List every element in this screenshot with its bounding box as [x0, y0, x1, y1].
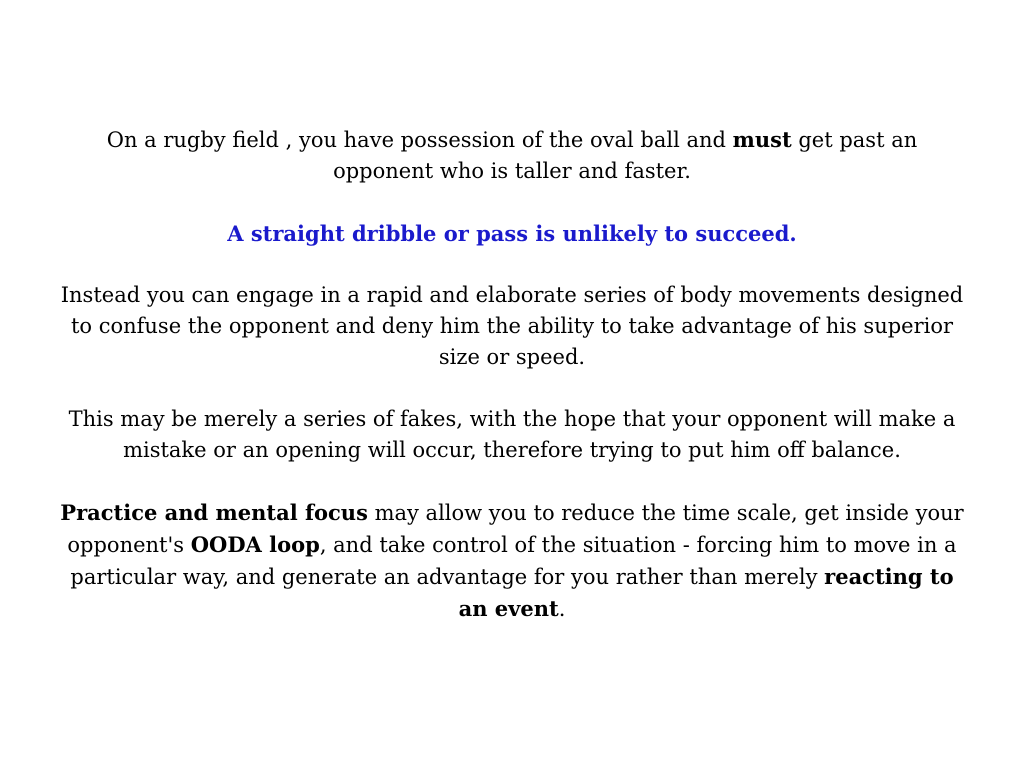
emphasis-reacting: reacting to an event: [458, 564, 954, 621]
paragraph-practice: [58, 497, 966, 625]
paragraph-spacer: [58, 187, 966, 218]
paragraph-spacer: [58, 466, 966, 497]
paragraph-spacer: [58, 249, 966, 280]
intro-text-start: On a rugby field , you have possession of the oval ball and: [106, 128, 733, 152]
practice-text-c: .: [558, 597, 566, 621]
slide-body: [58, 124, 966, 625]
paragraph-spacer: [58, 373, 966, 404]
paragraph-body-movements: Instead you can engage in a rapid and elaborate series of body movements designed to confuse the opponent and deny him the ability to take advantage of his superior size or speed.: [60, 283, 964, 369]
paragraph-rugby-intro: [58, 124, 966, 187]
intro-text-end: get past an opponent who is taller and faster.: [333, 128, 918, 183]
practice-text-a: may allow you to reduce the time scale, get inside your opponent's: [67, 501, 964, 557]
practice-text-b: , and take control of the situation - forcing him to move in a particular way, and generate an advantage for you rather than merely: [70, 533, 957, 589]
emphasis-must: must: [732, 127, 792, 152]
highlight-statement: A straight dribble or pass is unlikely to succeed.: [227, 221, 797, 246]
emphasis-ooda-loop: OODA loop: [190, 532, 320, 557]
emphasis-practice-focus: Practice and mental focus: [60, 500, 368, 525]
paragraph-fakes: This may be merely a series of fakes, with the hope that your opponent will make a mistake or an opening will occur, therefore trying to put him off balance.: [68, 407, 956, 462]
